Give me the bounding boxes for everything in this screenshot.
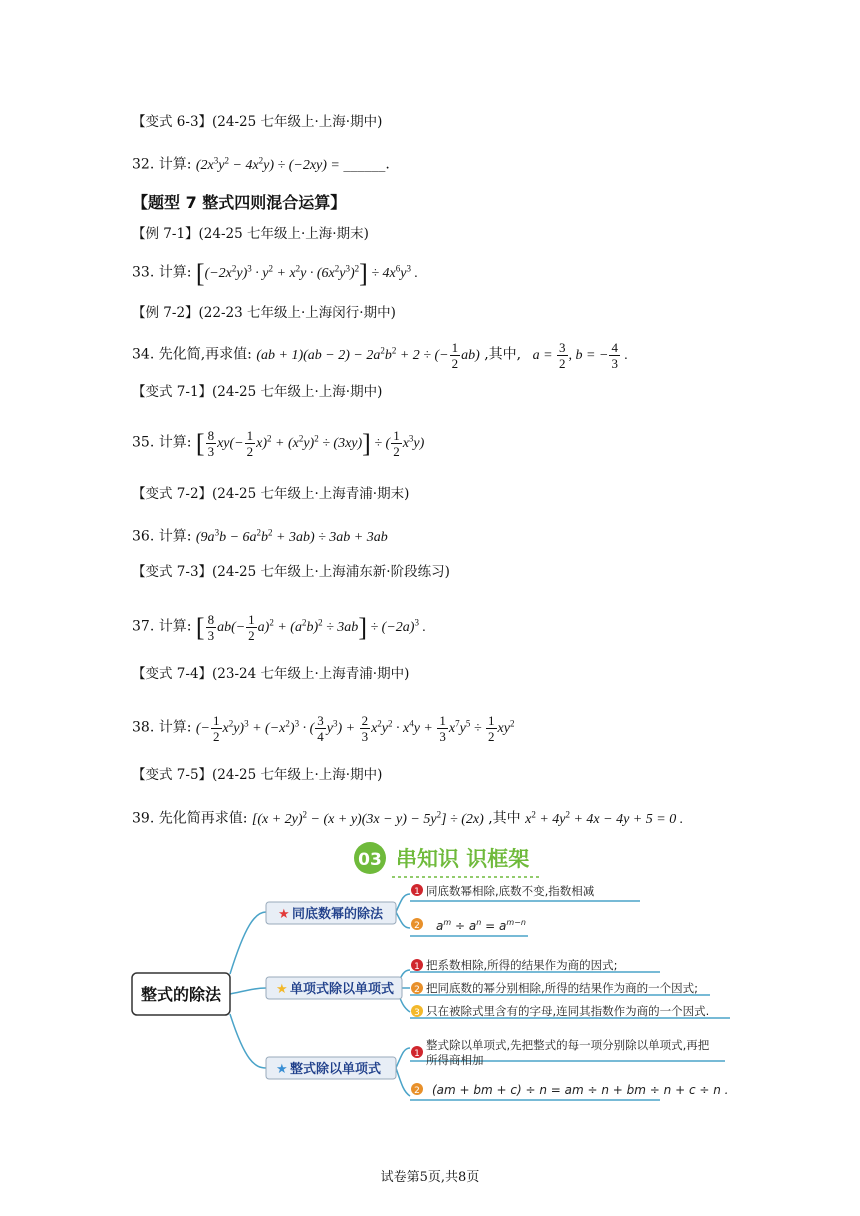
bullet-1-num: 1 xyxy=(414,962,420,972)
bullet-2-num: 2 xyxy=(414,921,420,931)
question-label: 先化简再求值: xyxy=(158,810,248,827)
expression: $(ab + 1)(ab - 2) - 2a^2b^2 + 2$ ÷ (− $\frac{1}{2}$ ab) xyxy=(256,340,480,371)
star-icon: ★ xyxy=(276,1062,288,1077)
condition-equation: $x^2 + 4y^2 + 4x - 4y + 5 = 0$ . xyxy=(525,809,684,827)
banner xyxy=(354,842,540,877)
banner-number: 03 xyxy=(358,850,382,870)
root-node xyxy=(132,973,230,1015)
condition-text: ,其中 xyxy=(488,810,521,827)
star-icon: ★ xyxy=(278,907,290,922)
question-number: 35. xyxy=(132,434,155,451)
bullet-2-num: 2 xyxy=(414,1086,420,1096)
branch-2 xyxy=(266,958,709,1018)
question-number: 32. xyxy=(132,156,155,173)
connector-3 xyxy=(230,1014,266,1068)
connector-3a xyxy=(396,1048,410,1068)
question-label: 计算: xyxy=(158,264,192,281)
question-label: 计算: xyxy=(158,434,192,451)
banner-title: 串知识 识框架 xyxy=(396,847,530,871)
bullet-3-num: 3 xyxy=(414,1008,420,1018)
point-text: 同底数幂相除,底数不变,指数相减 xyxy=(426,884,595,898)
question-label: 计算: xyxy=(158,719,192,736)
section-heading-7: 【题型 7 整式四则混合运算】 xyxy=(132,193,347,212)
expression: $(2x^3y^2 - 4x^2y) \div (-2xy)$ = xyxy=(195,155,344,173)
point-text: 整式除以单项式,先把整式的每一项分别除以单项式,再把 xyxy=(426,1038,710,1052)
expression: [ $\frac{8}{3}$ ab(− $\frac{1}{2}$ $a)^2 + (a^2b)^2 \div 3ab] \div (-2a)^3$ . xyxy=(195,612,426,643)
variant-7-4-tag: 【变式 7-4】(23-24 七年级上·上海青浦·期中) xyxy=(132,666,410,682)
question-32 xyxy=(132,150,390,176)
expression: $[(x + 2y)^2 - (x + y)(3x - y) - 5y^2] \div (2x)$ xyxy=(251,809,484,827)
variant-7-3-tag: 【变式 7-3】(24-25 七年级上·上海浦东新·阶段练习) xyxy=(132,564,450,580)
branch-3 xyxy=(266,1038,728,1097)
variant-7-2-tag: 【变式 7-2】(24-25 七年级上·上海青浦·期末) xyxy=(132,486,410,502)
question-38 xyxy=(132,713,514,744)
mindmap xyxy=(0,836,860,1116)
question-number: 34. xyxy=(132,346,155,363)
bullet-1-num: 1 xyxy=(414,887,420,897)
bullet-1-num: 1 xyxy=(414,1049,420,1059)
example-7-2-tag: 【例 7-2】(22-23 七年级上·上海闵行·期中) xyxy=(132,305,396,321)
question-label: 计算: xyxy=(158,528,192,545)
root-label: 整式的除法 xyxy=(140,985,222,1004)
connector-2 xyxy=(230,988,266,994)
question-35 xyxy=(132,428,424,459)
point-text: 只在被除式里含有的字母,连同其指数作为商的一个因式. xyxy=(426,1004,710,1018)
question-number: 37. xyxy=(132,618,155,635)
values: a = $\frac{3}{2}$ , b = − $\frac{4}{3}$ . xyxy=(525,340,628,371)
page-footer: 试卷第5页,共8页 xyxy=(380,1170,480,1185)
expression: $(9a^3b - 6a^2b^2 + 3ab) \div 3ab + 3ab$ xyxy=(195,527,388,545)
example-7-1-tag: 【例 7-1】(24-25 七年级上·上海·期末) xyxy=(132,226,369,242)
answer-blank: ______. xyxy=(343,156,390,173)
condition-text: ,其中, xyxy=(484,346,522,363)
expression: [ $\frac{8}{3}$ xy(− $\frac{1}{2}$ $x)^2 + (x^2y)^2 \div (3xy)$] ÷ ( $\frac{1}{2}$ $x^3y$) xyxy=(195,428,425,459)
question-37 xyxy=(132,612,426,643)
branch-1 xyxy=(266,884,595,933)
point-text: 把同底数的幂分别相除,所得的结果作为商的一个因式; xyxy=(426,981,699,995)
point-text: 所得商相加 xyxy=(426,1053,484,1067)
question-36 xyxy=(132,522,388,548)
question-33 xyxy=(132,258,418,288)
connector-1a xyxy=(396,894,410,912)
connector-3b xyxy=(396,1068,410,1096)
connector-1b xyxy=(396,912,410,928)
formula-text: (am + bm + c) ÷ n = am ÷ n + bm ÷ n + c ÷ n . xyxy=(432,1083,729,1097)
bullet-2-num: 2 xyxy=(414,985,420,995)
expression: (− $\frac{1}{2}$ $x^2y)^3 + (-x^2)^3$ · ( $\frac{3}{4}$ $y^3$) + $\frac{2}{3}$ $x^2y^2 \cdot x^4y$ + $\frac{1}{3}$ $x^7y^5$ ÷ $\frac{1}{2}$ $xy^2$ xyxy=(195,713,515,744)
question-number: 38. xyxy=(132,719,155,736)
question-label: 计算: xyxy=(158,618,192,635)
point-text: 把系数相除,所得的结果作为商的因式; xyxy=(426,958,618,972)
question-label: 先化简,再求值: xyxy=(158,346,252,363)
branch-title: 单项式除以单项式 xyxy=(290,982,395,997)
expression: $[(-2x^2y)^3 \cdot y^2 + x^2y \cdot (6x^2y^3)^2] \div 4x^6y^3$ . xyxy=(195,258,418,288)
star-icon: ★ xyxy=(276,982,288,997)
question-label: 计算: xyxy=(158,156,192,173)
variant-7-5-tag: 【变式 7-5】(24-25 七年级上·上海·期中) xyxy=(132,767,383,783)
variant-6-3-tag: 【变式 6-3】(24-25 七年级上·上海·期中) xyxy=(132,114,383,130)
branch-title: 同底数幂的除法 xyxy=(292,907,384,922)
question-number: 39. xyxy=(132,810,155,827)
question-34 xyxy=(132,340,628,371)
variant-7-1-tag: 【变式 7-1】(24-25 七年级上·上海·期中) xyxy=(132,384,383,400)
connector-1 xyxy=(230,912,266,974)
formula-text: $a^m \div a^n = a^{m-n}$ xyxy=(436,918,526,933)
branch-title: 整式除以单项式 xyxy=(290,1062,382,1077)
question-39 xyxy=(132,804,683,830)
question-number: 36. xyxy=(132,528,155,545)
question-number: 33. xyxy=(132,264,155,281)
